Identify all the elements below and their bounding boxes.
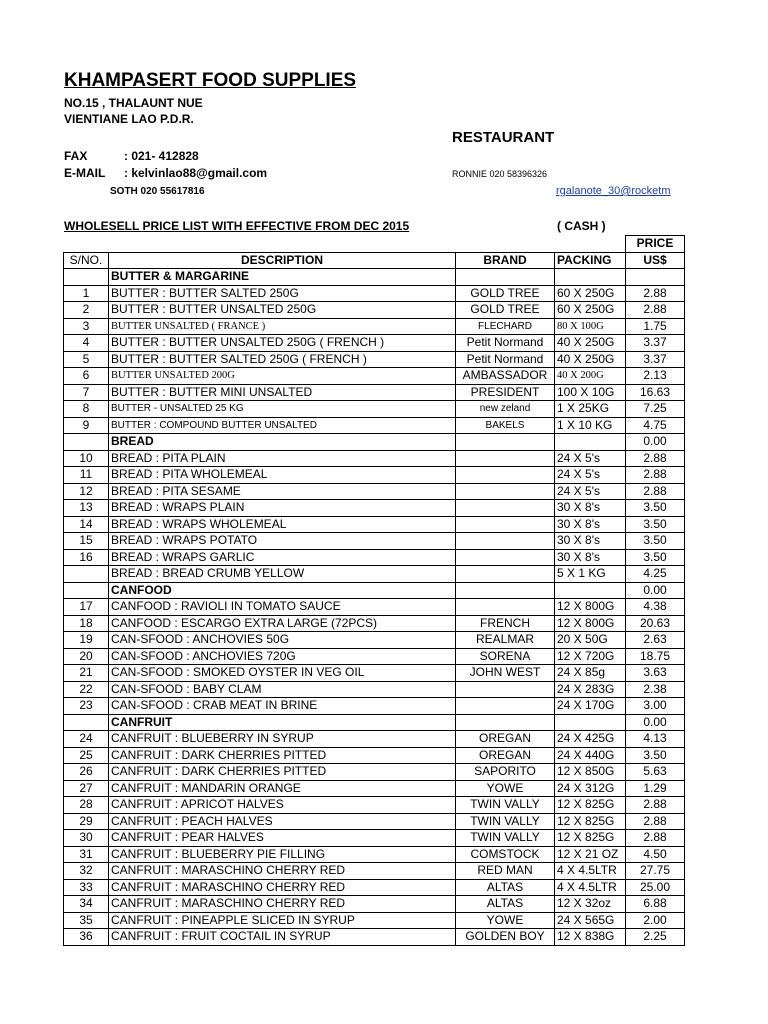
description-cell: BREAD : BREAD CRUMB YELLOW: [109, 566, 456, 583]
description-cell: BUTTER : BUTTER SALTED 250G ( FRENCH ): [109, 351, 456, 368]
email-link[interactable]: rgalanote_30@rocketm: [556, 185, 671, 197]
sno-cell: 19: [64, 632, 109, 649]
description-cell: CANFRUIT : DARK CHERRIES PITTED: [109, 764, 456, 781]
packing-cell: 5 X 1 KG: [555, 566, 626, 583]
price-cell: 2.88: [626, 450, 685, 467]
brand-cell: [456, 500, 555, 517]
description-cell: CAN-SFOOD : SMOKED OYSTER IN VEG OIL: [109, 665, 456, 682]
table-row: [64, 417, 685, 434]
price-cell: 3.50: [626, 549, 685, 566]
brand-cell: JOHN WEST: [456, 665, 555, 682]
price-cell: 27.75: [626, 863, 685, 880]
price-cell: 4.13: [626, 731, 685, 748]
description-cell: BUTTER : BUTTER MINI UNSALTED: [109, 384, 456, 401]
packing-cell: 40 X 200G: [555, 368, 626, 385]
table-row: [64, 450, 685, 467]
packing-cell: 1 X 10 KG: [555, 417, 626, 434]
brand-cell: [456, 566, 555, 583]
packing-cell: 24 X 312G: [555, 780, 626, 797]
sno-cell: 3: [64, 318, 109, 335]
sno-cell: 11: [64, 467, 109, 484]
brand-cell: TWIN VALLY: [456, 830, 555, 847]
table-row: [64, 830, 685, 847]
brand-cell: [456, 450, 555, 467]
description-cell: CANFRUIT : PEACH HALVES: [109, 813, 456, 830]
price-cell: 6.88: [626, 896, 685, 913]
packing-cell: 24 X 283G: [555, 681, 626, 698]
description-cell: BUTTER & MARGARINE: [109, 269, 456, 286]
sno-cell: 9: [64, 417, 109, 434]
brand-cell: [456, 599, 555, 616]
table-row: [64, 335, 685, 352]
price-cell: 0.00: [626, 582, 685, 599]
packing-header: PACKING: [555, 252, 626, 269]
table-row: [64, 615, 685, 632]
sno-cell: 33: [64, 879, 109, 896]
description-cell: CAN-SFOOD : ANCHOVIES 50G: [109, 632, 456, 649]
price-cell: [626, 269, 685, 286]
sno-cell: 24: [64, 731, 109, 748]
description-cell: BUTTER UNSALTED ( FRANCE ): [109, 318, 456, 335]
table-row: [64, 500, 685, 517]
table-row: [64, 599, 685, 616]
price-cell: 0.00: [626, 714, 685, 731]
price-table: [63, 235, 685, 946]
brand-cell: YOWE: [456, 912, 555, 929]
packing-cell: 24 X 5's: [555, 467, 626, 484]
brand-cell: RED MAN: [456, 863, 555, 880]
price-cell: 4.25: [626, 566, 685, 583]
packing-cell: 12 X 825G: [555, 797, 626, 814]
sno-cell: 14: [64, 516, 109, 533]
price-cell: 2.88: [626, 302, 685, 319]
description-cell: CANFRUIT : MARASCHINO CHERRY RED: [109, 863, 456, 880]
packing-cell: 4 X 4.5LTR: [555, 879, 626, 896]
packing-cell: 12 X 825G: [555, 813, 626, 830]
description-cell: CANFRUIT : MARASCHINO CHERRY RED: [109, 896, 456, 913]
packing-cell: 30 X 8's: [555, 533, 626, 550]
description-cell: CANFOOD: [109, 582, 456, 599]
price-cell: 2.00: [626, 912, 685, 929]
price-cell: 3.50: [626, 533, 685, 550]
table-row: [64, 318, 685, 335]
category-row: [64, 434, 685, 451]
table-row: [64, 896, 685, 913]
table-row: [64, 648, 685, 665]
sno-cell: 12: [64, 483, 109, 500]
price-cell: 20.63: [626, 615, 685, 632]
packing-cell: 20 X 50G: [555, 632, 626, 649]
packing-cell: 80 X 100G: [555, 318, 626, 335]
table-row: [64, 813, 685, 830]
description-cell: BREAD : WRAPS PLAIN: [109, 500, 456, 517]
brand-cell: TWIN VALLY: [456, 797, 555, 814]
packing-cell: 1 X 25KG: [555, 401, 626, 418]
description-cell: BUTTER UNSALTED 200G: [109, 368, 456, 385]
table-header-row: [64, 252, 685, 269]
price-cell: 1.29: [626, 780, 685, 797]
description-cell: BREAD : WRAPS WHOLEMEAL: [109, 516, 456, 533]
sno-cell: 27: [64, 780, 109, 797]
table-row: [64, 780, 685, 797]
price-header-top-row: [64, 236, 685, 253]
packing-cell: 60 X 250G: [555, 302, 626, 319]
description-cell: CANFRUIT : FRUIT COCTAIL IN SYRUP: [109, 929, 456, 946]
sno-cell: 31: [64, 846, 109, 863]
packing-cell: 12 X 825G: [555, 830, 626, 847]
description-cell: CANFRUIT : PEAR HALVES: [109, 830, 456, 847]
brand-cell: [456, 681, 555, 698]
price-cell: 7.25: [626, 401, 685, 418]
packing-cell: 24 X 85g: [555, 665, 626, 682]
table-row: [64, 632, 685, 649]
email-label: E-MAIL: [64, 166, 106, 180]
packing-cell: 40 X 250G: [555, 351, 626, 368]
brand-cell: [456, 434, 555, 451]
sno-cell: 29: [64, 813, 109, 830]
table-row: [64, 384, 685, 401]
table-row: [64, 912, 685, 929]
table-row: [64, 797, 685, 814]
description-cell: BREAD : PITA PLAIN: [109, 450, 456, 467]
packing-cell: [555, 714, 626, 731]
packing-cell: [555, 269, 626, 286]
sno-cell: [64, 566, 109, 583]
brand-cell: [456, 483, 555, 500]
brand-header: BRAND: [456, 252, 555, 269]
price-cell: 2.88: [626, 797, 685, 814]
address-line-1: NO.15 , THALAUNT NUE: [64, 96, 203, 110]
brand-cell: [456, 582, 555, 599]
brand-cell: PRESIDENT: [456, 384, 555, 401]
packing-cell: 24 X 440G: [555, 747, 626, 764]
brand-cell: BAKELS: [456, 417, 555, 434]
table-row: [64, 879, 685, 896]
description-cell: BUTTER - UNSALTED 25 KG: [109, 401, 456, 418]
packing-cell: 12 X 838G: [555, 929, 626, 946]
category-row: [64, 582, 685, 599]
brand-cell: [456, 714, 555, 731]
packing-cell: [555, 582, 626, 599]
company-name: KHAMPASERT FOOD SUPPLIES: [64, 70, 357, 91]
packing-cell: 40 X 250G: [555, 335, 626, 352]
price-cell: 25.00: [626, 879, 685, 896]
table-row: [64, 698, 685, 715]
brand-cell: new zeland: [456, 401, 555, 418]
sno-cell: [64, 434, 109, 451]
sno-cell: 34: [64, 896, 109, 913]
sno-cell: 2: [64, 302, 109, 319]
brand-cell: [456, 549, 555, 566]
description-cell: CANFRUIT : PINEAPPLE SLICED IN SYRUP: [109, 912, 456, 929]
packing-cell: 30 X 8's: [555, 500, 626, 517]
sno-cell: 20: [64, 648, 109, 665]
price-header-label: PRICE: [626, 236, 685, 253]
brand-cell: FRENCH: [456, 615, 555, 632]
packing-cell: 12 X 850G: [555, 764, 626, 781]
brand-cell: [456, 516, 555, 533]
description-header: DESCRIPTION: [109, 252, 456, 269]
table-row: [64, 566, 685, 583]
packing-cell: 24 X 425G: [555, 731, 626, 748]
brand-cell: YOWE: [456, 780, 555, 797]
fax-value: : 021- 412828: [124, 149, 199, 163]
brand-cell: [456, 467, 555, 484]
sno-cell: 7: [64, 384, 109, 401]
brand-cell: [456, 269, 555, 286]
table-row: [64, 681, 685, 698]
price-cell: 5.63: [626, 764, 685, 781]
price-list-title: WHOLESELL PRICE LIST WITH EFFECTIVE FROM DEC 2015: [64, 219, 410, 233]
table-row: [64, 549, 685, 566]
packing-cell: 24 X 170G: [555, 698, 626, 715]
brand-cell: [456, 533, 555, 550]
sno-cell: 10: [64, 450, 109, 467]
brand-cell: SAPORITO: [456, 764, 555, 781]
description-cell: BREAD : WRAPS POTATO: [109, 533, 456, 550]
description-cell: CANFOOD : ESCARGO EXTRA LARGE (72PCS): [109, 615, 456, 632]
price-currency-header: US$: [626, 252, 685, 269]
brand-cell: Petit Normand: [456, 335, 555, 352]
table-row: [64, 533, 685, 550]
brand-cell: GOLD TREE: [456, 285, 555, 302]
sno-cell: 6: [64, 368, 109, 385]
price-cell: 3.37: [626, 335, 685, 352]
packing-cell: 12 X 800G: [555, 615, 626, 632]
price-cell: 0.00: [626, 434, 685, 451]
table-row: [64, 467, 685, 484]
table-row: [64, 863, 685, 880]
brand-cell: ALTAS: [456, 879, 555, 896]
packing-cell: 24 X 565G: [555, 912, 626, 929]
packing-cell: 30 X 8's: [555, 516, 626, 533]
price-cell: 3.00: [626, 698, 685, 715]
sno-cell: [64, 714, 109, 731]
packing-cell: 12 X 32oz: [555, 896, 626, 913]
packing-cell: [555, 434, 626, 451]
description-cell: BUTTER : BUTTER SALTED 250G: [109, 285, 456, 302]
table-row: [64, 929, 685, 946]
brand-cell: OREGAN: [456, 747, 555, 764]
description-cell: CAN-SFOOD : CRAB MEAT IN BRINE: [109, 698, 456, 715]
sno-cell: 4: [64, 335, 109, 352]
email-value: : kelvinlao88@gmail.com: [124, 166, 268, 180]
sno-cell: [64, 269, 109, 286]
sno-cell: [64, 582, 109, 599]
price-cell: 3.37: [626, 351, 685, 368]
description-cell: CANFRUIT : MANDARIN ORANGE: [109, 780, 456, 797]
description-cell: BUTTER : BUTTER UNSALTED 250G: [109, 302, 456, 319]
table-row: [64, 764, 685, 781]
price-cell: 2.88: [626, 467, 685, 484]
price-cell: 2.13: [626, 368, 685, 385]
ronnie-contact: RONNIE 020 58396326: [452, 169, 548, 179]
description-cell: BUTTER : BUTTER UNSALTED 250G ( FRENCH ): [109, 335, 456, 352]
description-cell: BREAD: [109, 434, 456, 451]
description-cell: CANFRUIT : DARK CHERRIES PITTED: [109, 747, 456, 764]
sno-cell: 28: [64, 797, 109, 814]
sno-cell: 17: [64, 599, 109, 616]
price-cell: 2.38: [626, 681, 685, 698]
description-cell: CANFRUIT : BLUEBERRY IN SYRUP: [109, 731, 456, 748]
restaurant-heading: RESTAURANT: [452, 129, 555, 146]
brand-cell: GOLDEN BOY: [456, 929, 555, 946]
table-row: [64, 351, 685, 368]
sno-cell: 18: [64, 615, 109, 632]
price-cell: 18.75: [626, 648, 685, 665]
table-row: [64, 846, 685, 863]
category-row: [64, 269, 685, 286]
price-cell: 2.88: [626, 483, 685, 500]
price-cell: 3.63: [626, 665, 685, 682]
brand-cell: GOLD TREE: [456, 302, 555, 319]
price-cell: 2.88: [626, 813, 685, 830]
price-cell: 2.88: [626, 285, 685, 302]
packing-cell: 24 X 5's: [555, 483, 626, 500]
price-cell: 4.75: [626, 417, 685, 434]
description-cell: CAN-SFOOD : BABY CLAM: [109, 681, 456, 698]
price-cell: 3.50: [626, 516, 685, 533]
price-cell: 2.25: [626, 929, 685, 946]
fax-label: FAX: [64, 149, 88, 163]
table-row: [64, 483, 685, 500]
price-cell: 3.50: [626, 747, 685, 764]
description-cell: CANFRUIT: [109, 714, 456, 731]
description-cell: CANFOOD : RAVIOLI IN TOMATO SAUCE: [109, 599, 456, 616]
price-cell: 16.63: [626, 384, 685, 401]
price-cell: 4.38: [626, 599, 685, 616]
sno-cell: 32: [64, 863, 109, 880]
table-row: [64, 516, 685, 533]
table-row: [64, 368, 685, 385]
price-cell: 4.50: [626, 846, 685, 863]
description-cell: CANFRUIT : APRICOT HALVES: [109, 797, 456, 814]
brand-cell: SORENA: [456, 648, 555, 665]
sno-cell: 22: [64, 681, 109, 698]
sno-cell: 8: [64, 401, 109, 418]
sno-cell: 26: [64, 764, 109, 781]
packing-cell: 12 X 21 OZ: [555, 846, 626, 863]
sno-cell: 16: [64, 549, 109, 566]
description-cell: BREAD : PITA SESAME: [109, 483, 456, 500]
price-cell: 2.63: [626, 632, 685, 649]
description-cell: CANFRUIT : BLUEBERRY PIE FILLING: [109, 846, 456, 863]
brand-cell: REALMAR: [456, 632, 555, 649]
sno-cell: 30: [64, 830, 109, 847]
address-line-2: VIENTIANE LAO P.D.R.: [64, 112, 194, 126]
brand-cell: Petit Normand: [456, 351, 555, 368]
description-cell: BUTTER : COMPOUND BUTTER UNSALTED: [109, 417, 456, 434]
sno-cell: 23: [64, 698, 109, 715]
sno-cell: 13: [64, 500, 109, 517]
brand-cell: ALTAS: [456, 896, 555, 913]
description-cell: CAN-SFOOD : ANCHOVIES 720G: [109, 648, 456, 665]
brand-cell: OREGAN: [456, 731, 555, 748]
sno-cell: 5: [64, 351, 109, 368]
packing-cell: 60 X 250G: [555, 285, 626, 302]
description-cell: CANFRUIT : MARASCHINO CHERRY RED: [109, 879, 456, 896]
sno-cell: 21: [64, 665, 109, 682]
cash-note: ( CASH ): [557, 219, 606, 233]
packing-cell: 24 X 5's: [555, 450, 626, 467]
packing-cell: 12 X 800G: [555, 599, 626, 616]
brand-cell: TWIN VALLY: [456, 813, 555, 830]
table-row: [64, 665, 685, 682]
brand-cell: AMBASSADOR: [456, 368, 555, 385]
sno-cell: 1: [64, 285, 109, 302]
sno-header: S/NO.: [64, 252, 109, 269]
brand-cell: FLECHARD: [456, 318, 555, 335]
table-row: [64, 302, 685, 319]
packing-cell: 30 X 8's: [555, 549, 626, 566]
sno-cell: 15: [64, 533, 109, 550]
category-row: [64, 714, 685, 731]
brand-cell: COMSTOCK: [456, 846, 555, 863]
description-cell: BREAD : PITA WHOLEMEAL: [109, 467, 456, 484]
table-row: [64, 285, 685, 302]
table-row: [64, 731, 685, 748]
sno-cell: 25: [64, 747, 109, 764]
brand-cell: [456, 698, 555, 715]
price-cell: 1.75: [626, 318, 685, 335]
table-row: [64, 401, 685, 418]
sno-cell: 35: [64, 912, 109, 929]
packing-cell: 4 X 4.5LTR: [555, 863, 626, 880]
sno-cell: 36: [64, 929, 109, 946]
table-row: [64, 747, 685, 764]
price-cell: 2.88: [626, 830, 685, 847]
price-cell: 3.50: [626, 500, 685, 517]
packing-cell: 100 X 10G: [555, 384, 626, 401]
description-cell: BREAD : WRAPS GARLIC: [109, 549, 456, 566]
packing-cell: 12 X 720G: [555, 648, 626, 665]
soth-contact: SOTH 020 55617816: [110, 186, 205, 197]
